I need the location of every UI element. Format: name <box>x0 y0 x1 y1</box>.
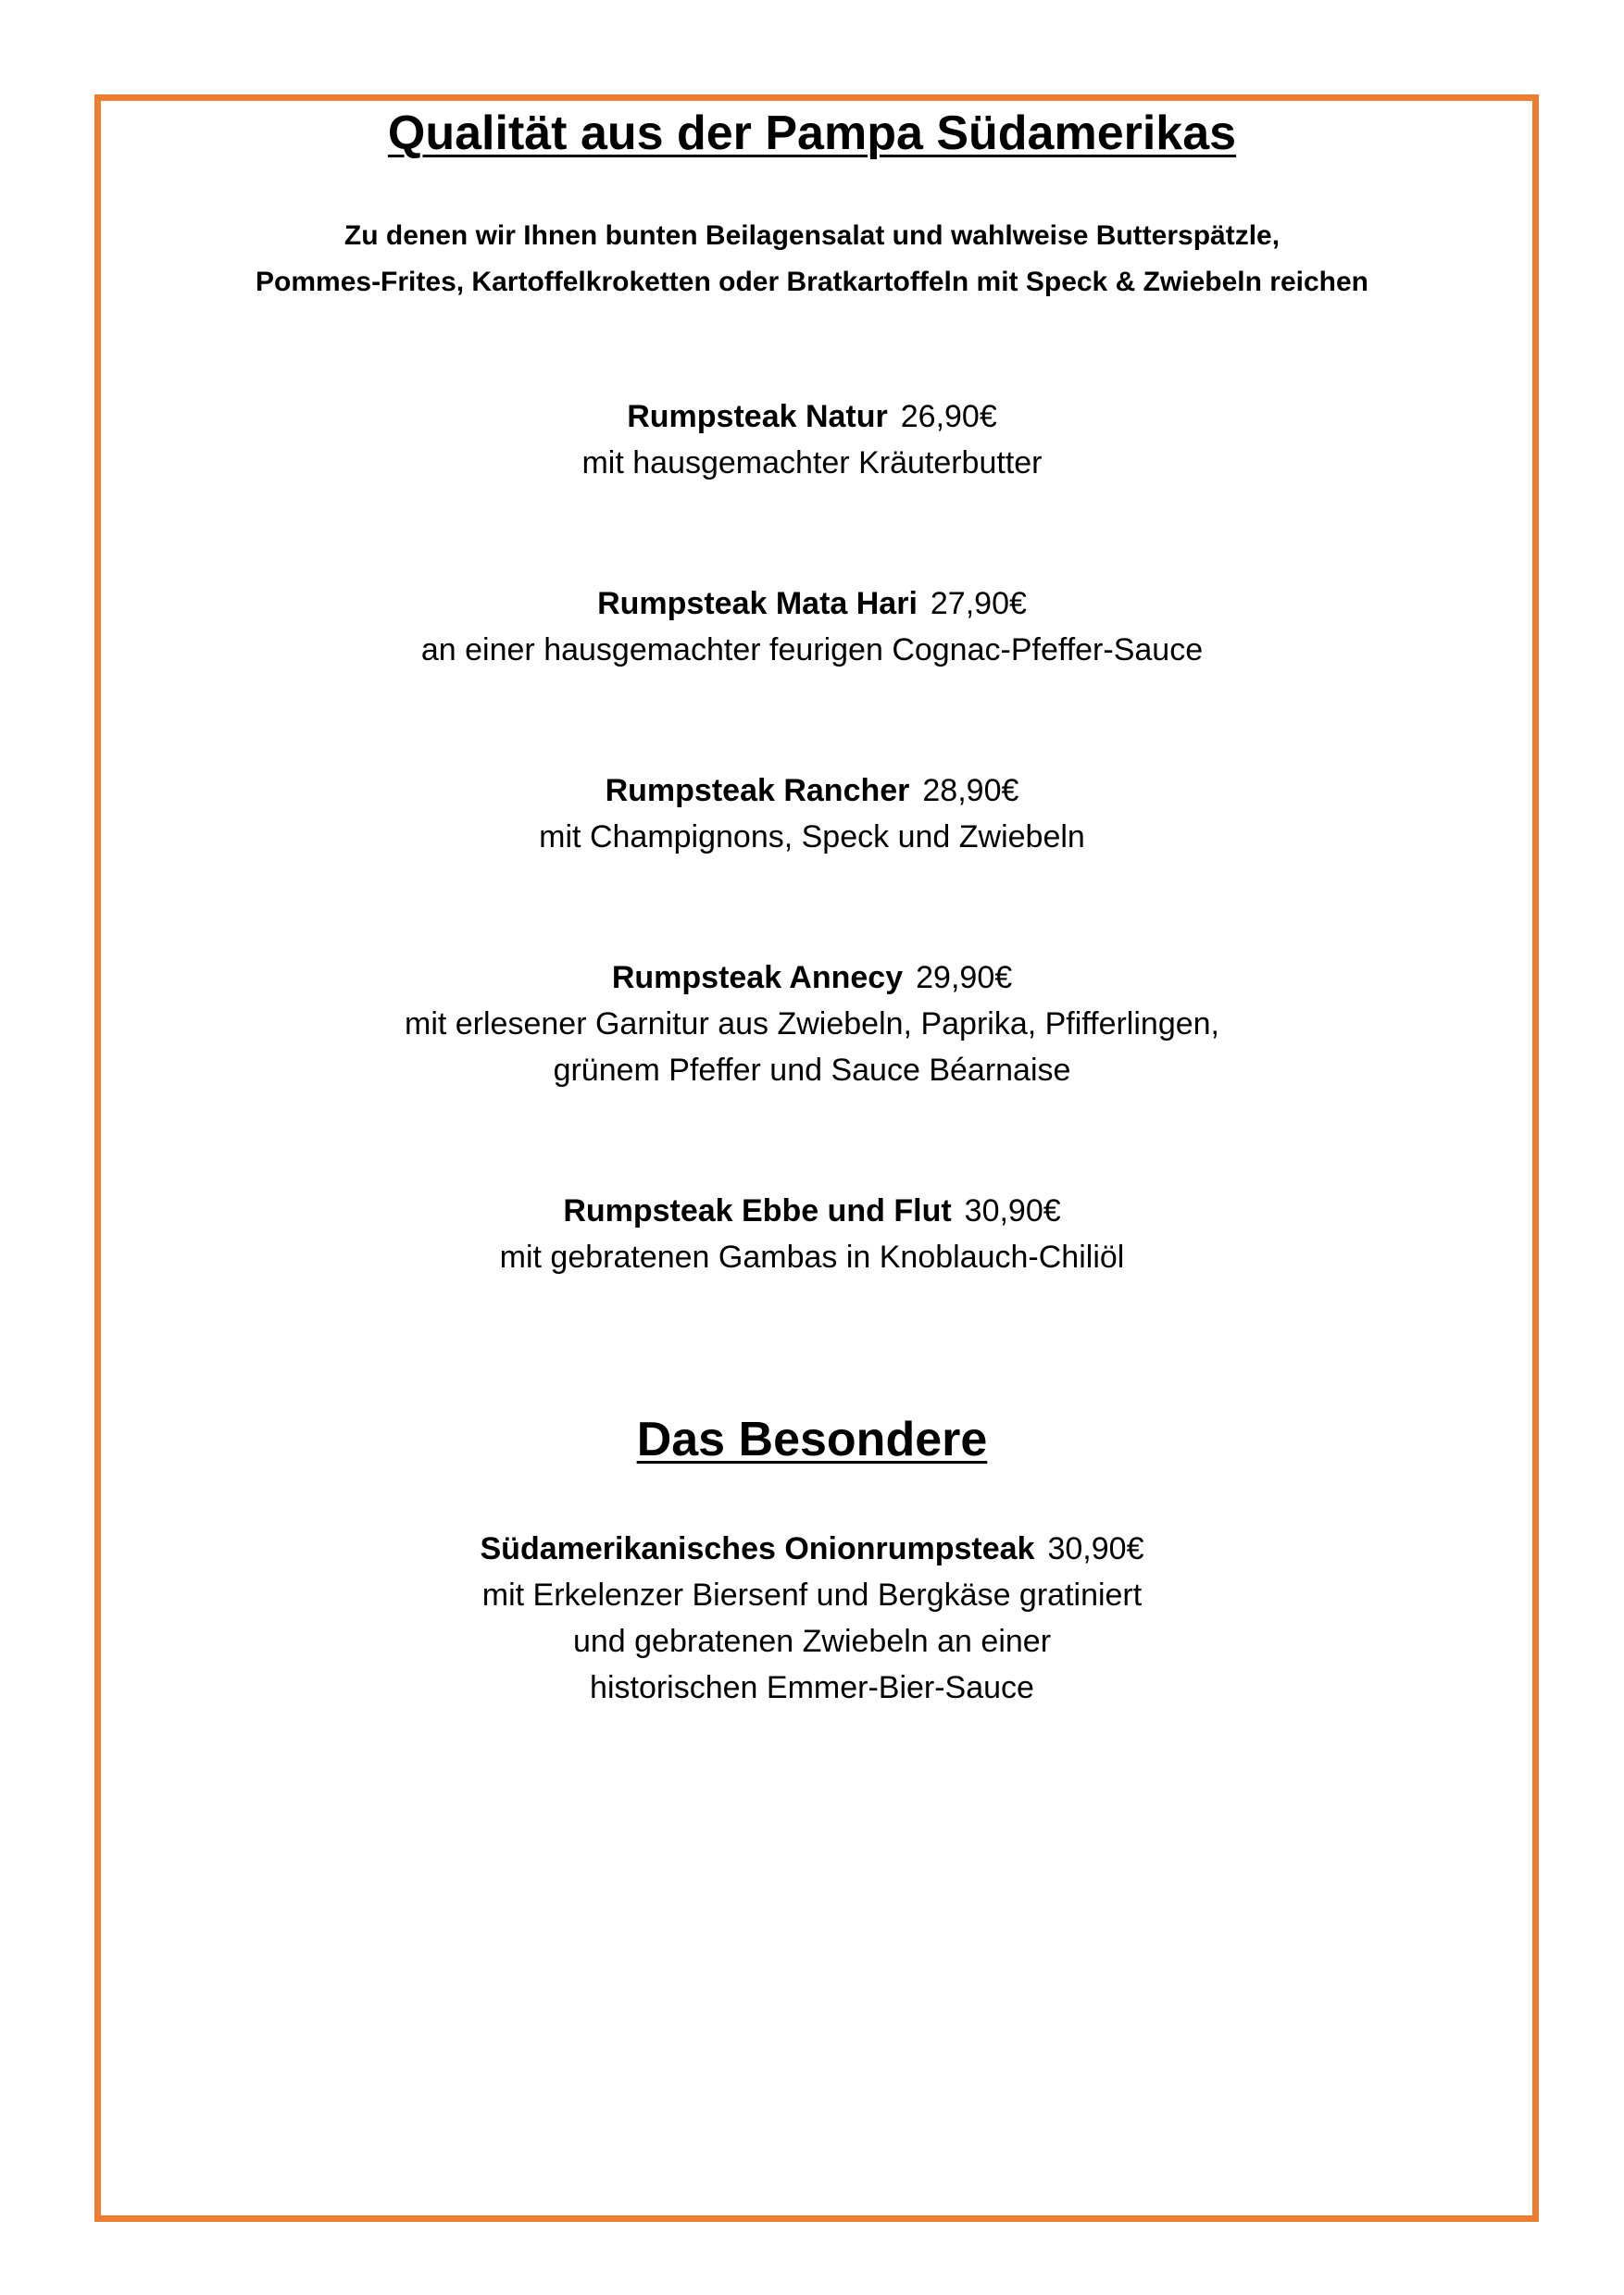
side-dishes-line-2: Pommes-Frites, Kartoffelkroketten oder Bratkartoffeln mit Speck & Zwiebeln reichen <box>256 267 1368 297</box>
menu-item-description: mit Erkelenzer Biersenf und Bergkäse gratiniert <box>481 1578 1143 1613</box>
menu-item-description: an einer hausgemachter feurigen Cognac-Pfeffer-Sauce <box>420 632 1204 667</box>
menu-item-onionrumpsteak <box>0 1526 1624 1711</box>
menu-item-price: 27,90€ <box>930 586 1027 621</box>
menu-item-rumpsteak-ebbe-und-flut <box>0 1188 1624 1280</box>
menu-item-rumpsteak-rancher <box>0 767 1624 860</box>
menu-item-description: und gebratenen Zwiebeln an einer <box>572 1624 1052 1659</box>
menu-item-name: Rumpsteak Mata Hari <box>597 586 918 621</box>
menu-item-description: mit erlesener Garnitur aus Zwiebeln, Paprika, Pfifferlingen, <box>405 1006 1219 1041</box>
side-dishes-line-1: Zu denen wir Ihnen bunten Beilagensalat und wahlweise Butterspätzle, <box>344 220 1280 251</box>
menu-item-head <box>0 1188 1624 1234</box>
menu-item-price: 28,90€ <box>922 773 1019 808</box>
menu-item-price: 26,90€ <box>900 399 997 434</box>
menu-item-rumpsteak-mata-hari <box>0 580 1624 673</box>
menu-item-head <box>0 767 1624 814</box>
menu-item-description: mit hausgemachter Kräuterbutter <box>581 445 1043 480</box>
menu-item-name: Rumpsteak Annecy <box>611 960 904 995</box>
menu-item-name: Rumpsteak Ebbe und Flut <box>563 1193 952 1229</box>
menu-item-head <box>0 1526 1624 1572</box>
page-title: Qualität aus der Pampa Südamerikas <box>387 106 1237 160</box>
side-dishes-note <box>0 213 1624 306</box>
menu-item-head <box>0 954 1624 1001</box>
menu-item-head <box>0 393 1624 440</box>
menu-item-description: grünem Pfeffer und Sauce Béarnaise <box>553 1053 1071 1088</box>
menu-item-name: Südamerikanisches Onionrumpsteak <box>480 1531 1035 1566</box>
menu-item-price: 30,90€ <box>1047 1531 1144 1566</box>
menu-item-name: Rumpsteak Rancher <box>605 773 910 808</box>
menu-item-description: mit Champignons, Speck und Zwiebeln <box>539 819 1085 854</box>
menu-item-rumpsteak-natur <box>0 393 1624 486</box>
menu-item-price: 29,90€ <box>916 960 1013 995</box>
menu-item-rumpsteak-annecy <box>0 954 1624 1093</box>
special-section-title: Das Besondere <box>636 1413 988 1466</box>
menu-item-name: Rumpsteak Natur <box>627 399 888 434</box>
menu-item-head <box>0 580 1624 627</box>
menu-item-description: mit gebratenen Gambas in Knoblauch-Chiliöl <box>499 1240 1125 1275</box>
menu-item-price: 30,90€ <box>964 1193 1061 1229</box>
menu-item-description: historischen Emmer-Bier-Sauce <box>590 1670 1034 1705</box>
